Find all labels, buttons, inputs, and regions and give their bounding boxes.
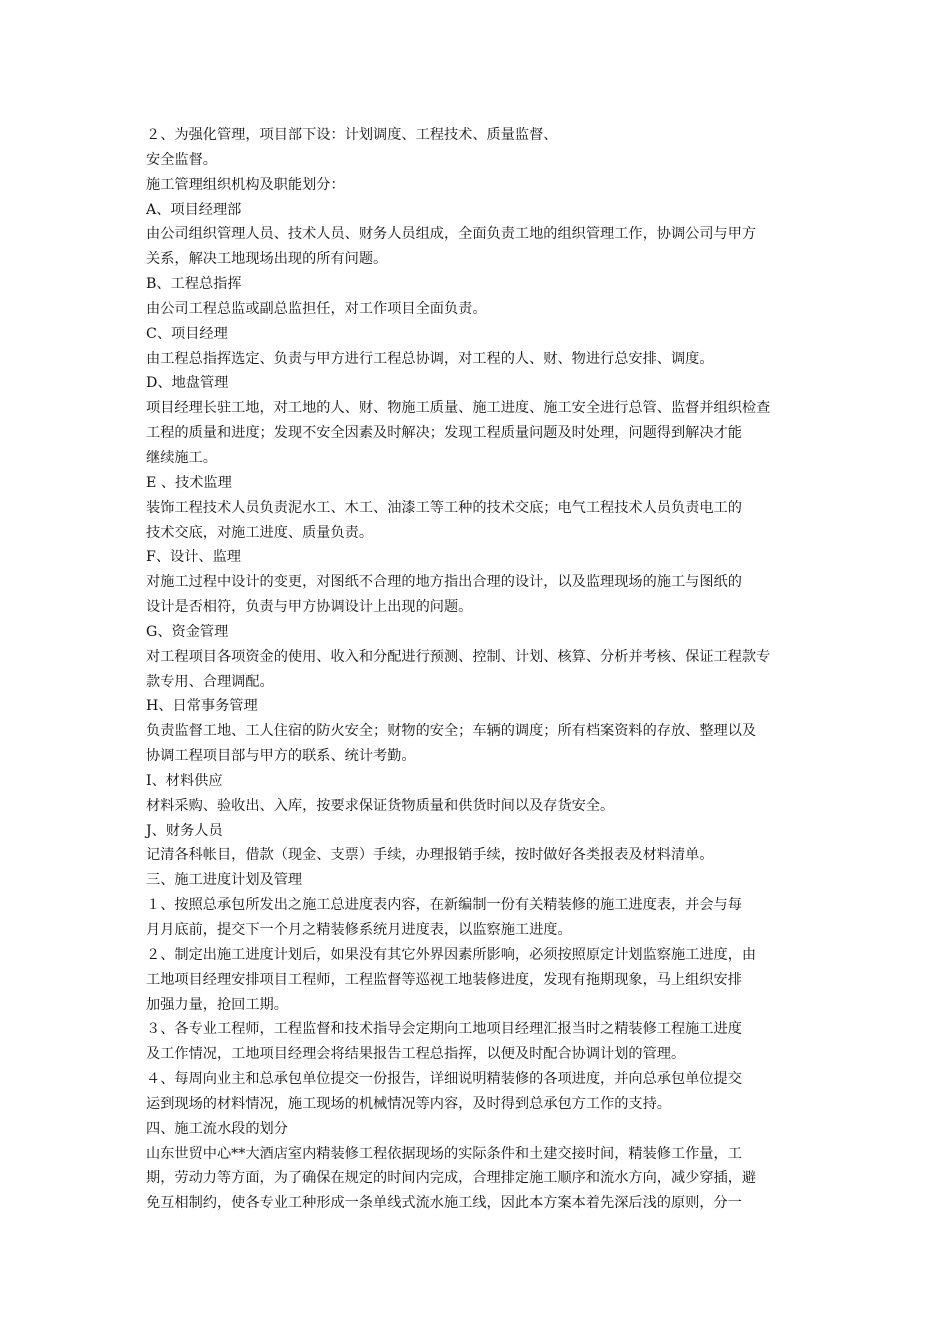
- section-heading: I、材料供应: [146, 772, 223, 789]
- section-heading: H、日常事务管理: [146, 698, 258, 715]
- text-line: 免互相制约，使各专业工种形成一条单线式流水施工线，因此本方案本着先深后浅的原则，分一: [146, 1195, 742, 1212]
- text-line: １、按照总承包所发出之施工总进度表内容，在新编制一份有关精装修的施工进度表，并会与每: [146, 897, 742, 914]
- text-line: 继续施工。: [146, 449, 217, 466]
- text-line: 由公司工程总监或副总监担任，对工作项目全面负责。: [146, 300, 487, 317]
- text-line: 设计是否相符，负责与甲方协调设计上出现的问题。: [146, 599, 473, 616]
- section-heading: A、项目经理部: [146, 201, 242, 218]
- chapter-heading: 三、施工进度计划及管理: [146, 872, 303, 889]
- section-heading: F、设计、监理: [146, 549, 241, 566]
- text-line: ４、每周向业主和总承包单位提交一份报告，详细说明精装修的各项进度，并向总承包单位提交: [146, 1071, 742, 1088]
- text-line: 对施工过程中设计的变更，对图纸不合理的地方指出合理的设计，以及监理现场的施工与图纸的: [146, 574, 742, 591]
- text-line: 项目经理长驻工地，对工地的人、财、物施工质量、施工进度、施工安全进行总管、监督并组织检查: [146, 400, 771, 417]
- text-line: ３、各专业工程师，工程监督和技术指导会定期向工地项目经理汇报当时之精装修工程施工进度: [146, 1021, 742, 1038]
- text-line: 装饰工程技术人员负责泥水工、木工、油漆工等工种的技术交底；电气工程技术人员负责电工的: [146, 499, 742, 516]
- text-line: 对工程项目各项资金的使用、收入和分配进行预测、控制、计划、核算、分析并考核、保证工程款专: [146, 648, 771, 665]
- text-line: ２、制定出施工进度计划后，如果没有其它外界因素所影响，必须按照原定计划监察施工进度，由: [146, 946, 757, 963]
- text-line: 材料采购、验收出、入库，按要求保证货物质量和供货时间以及存货安全。: [146, 797, 615, 814]
- text-line: 协调工程项目部与甲方的联系、统计考勤。: [146, 748, 416, 765]
- text-line: 负责监督工地、工人住宿的防火安全；财物的安全；车辆的调度；所有档案资料的存放、整理以及: [146, 723, 757, 740]
- text-line: 由工程总指挥选定、负责与甲方进行工程总协调，对工程的人、财、物进行总安排、调度。: [146, 350, 714, 367]
- section-heading: B、工程总指挥: [146, 276, 242, 293]
- text-line: 由公司组织管理人员、技术人员、财务人员组成，全面负责工地的组织管理工作，协调公司与甲方: [146, 226, 757, 243]
- chapter-heading: 四、施工流水段的划分: [146, 1120, 288, 1137]
- text-line: 运到现场的材料情况，施工现场的机械情况等内容，及时得到总承包方工作的支持。: [146, 1095, 671, 1112]
- text-line: 安全监督。: [146, 151, 217, 168]
- text-line: 及工作情况，工地项目经理会将结果报告工程总指挥，以便及时配合协调计划的管理。: [146, 1046, 686, 1063]
- text-line: 期，劳动力等方面，为了确保在规定的时间内完成，合理排定施工顺序和流水方向，减少穿插，避: [146, 1170, 757, 1187]
- section-heading: C、项目经理: [146, 325, 228, 342]
- text-line: 山东世贸中心**大酒店室内精装修工程依据现场的实际条件和土建交接时间，精装修工作量，工: [146, 1145, 742, 1162]
- text-line: 工程的质量和进度；发现不安全因素及时解决；发现工程质量问题及时处理，问题得到解决才能: [146, 425, 742, 442]
- section-heading: E 、技术监理: [146, 474, 232, 491]
- section-heading: G、资金管理: [146, 623, 229, 640]
- text-line: 关系，解决工地现场出现的所有问题。: [146, 251, 388, 268]
- text-line: 施工管理组织机构及职能划分：: [146, 176, 345, 193]
- section-heading: J、财务人员: [146, 822, 223, 839]
- text-line: ２、为强化管理，项目部下设：计划调度、工程技术、质量监督、: [146, 127, 558, 143]
- section-heading: D、地盘管理: [146, 375, 229, 392]
- text-line: 加强力量，抢回工期。: [146, 996, 288, 1013]
- text-line: 工地项目经理安排项目工程师，工程监督等巡视工地装修进度，发现有拖期现象，马上组织安排: [146, 971, 742, 988]
- text-line: 款专用、合理调配。: [146, 673, 274, 690]
- document-page: [146, 123, 810, 1216]
- text-line: 记清各科帐目，借款（现金、支票）手续，办理报销手续，按时做好各类报表及材料清单。: [146, 847, 714, 864]
- text-line: 月月底前，提交下一个月之精装修系统月进度表，以监察施工进度。: [146, 922, 572, 938]
- text-line: 技术交底，对施工进度、质量负责。: [146, 524, 374, 541]
